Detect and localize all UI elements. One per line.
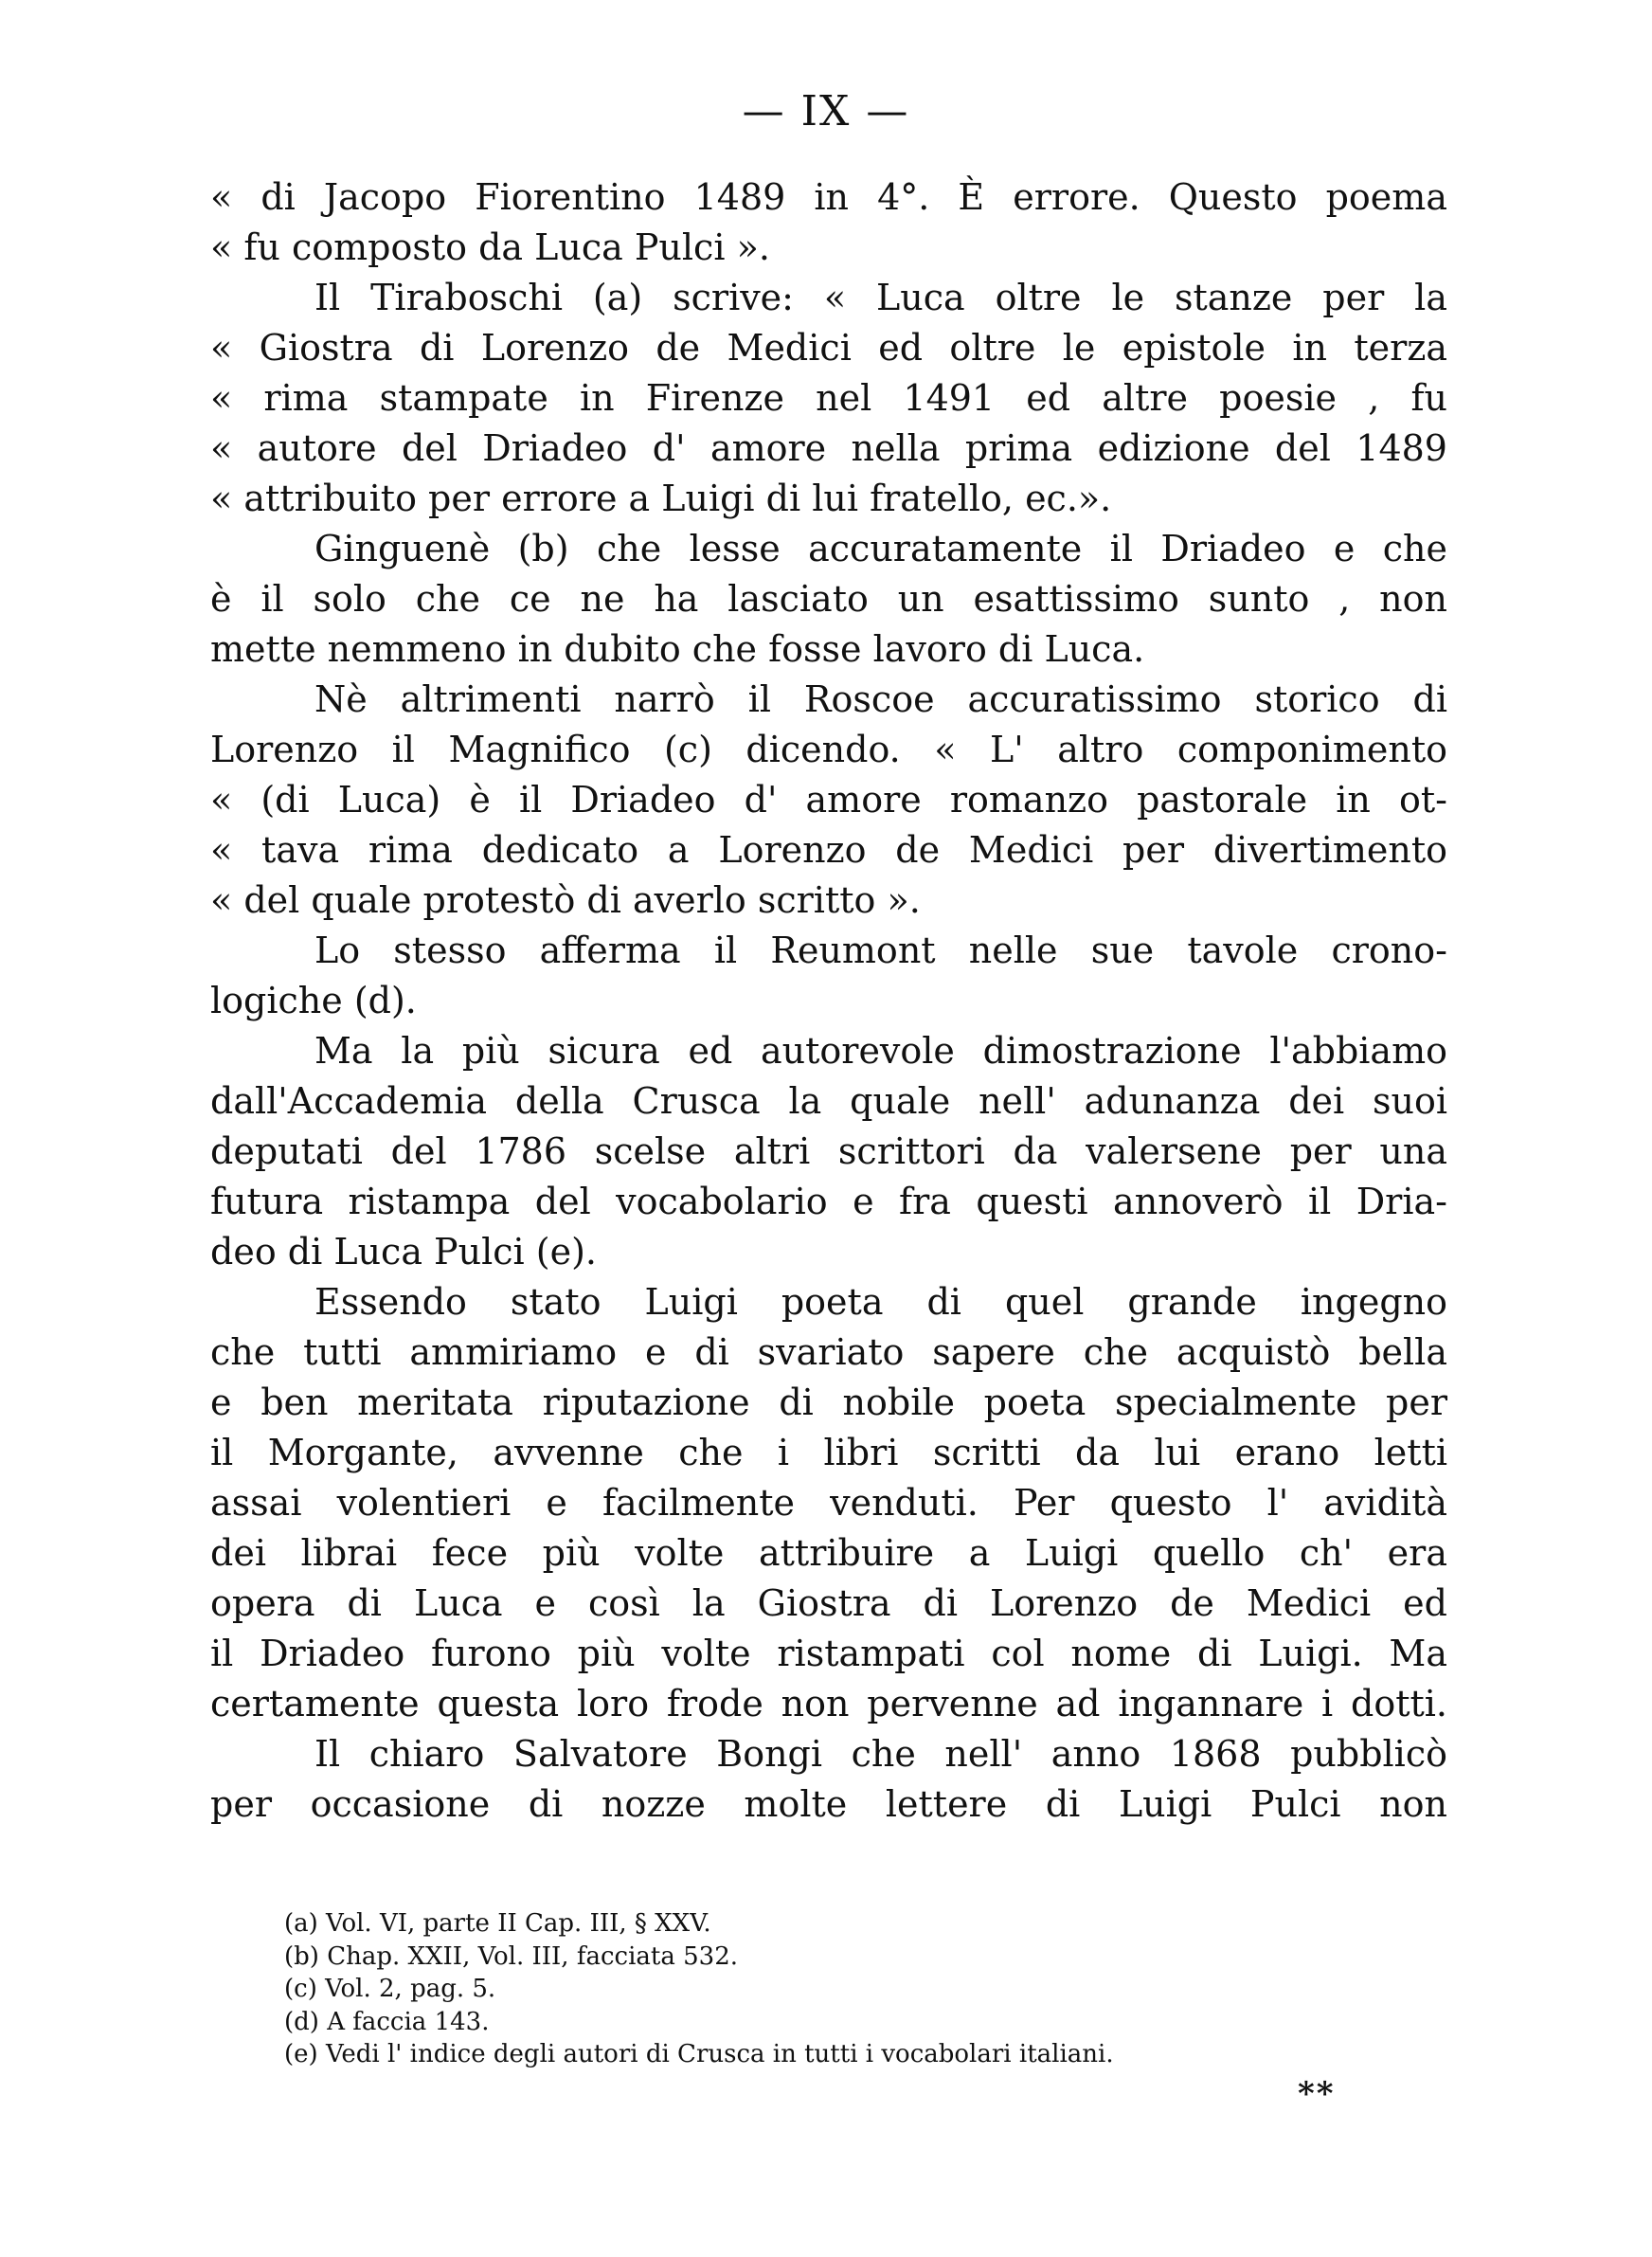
body-text <box>210 172 1447 1830</box>
footnote: (e) Vedi l' indice degli autori di Crusca in tutti i vocabolari italiani. <box>284 2040 1114 2068</box>
text-line: « Giostra di Lorenzo de Medici ed oltre le epistole in terza <box>210 327 1447 369</box>
footnote: (d) A faccia 143. <box>284 2007 490 2036</box>
text-line: Il chiaro Salvatore Bongi che nell' anno 1868 pubblicò <box>314 1733 1447 1775</box>
text-line: logiche (d). <box>210 980 417 1021</box>
text-line: deputati del 1786 scelse altri scrittori da valersene per una <box>210 1130 1447 1172</box>
text-line: « autore del Driadeo d' amore nella prima edizione del 1489 <box>210 427 1447 469</box>
text-line: « del quale protestò di averlo scritto ». <box>210 879 921 921</box>
text-line: « rima stampate in Firenze nel 1491 ed altre poesie , fu <box>210 377 1447 419</box>
text-line: Il Tiraboschi (a) scrive: « Luca oltre le stanze per la <box>314 277 1447 318</box>
text-line: mette nemmeno in dubito che fosse lavoro di Luca. <box>210 628 1145 670</box>
text-line: Ma la più sicura ed autorevole dimostrazione l'abbiamo <box>314 1030 1447 1072</box>
text-line: « attribuito per errore a Luigi di lui fratello, ec.». <box>210 478 1112 519</box>
text-line: dall'Accademia della Crusca la quale nell' adunanza dei suoi <box>210 1080 1447 1122</box>
text-line: Nè altrimenti narrò il Roscoe accuratissimo storico di <box>314 678 1447 720</box>
text-line: dei librai fece più volte attribuire a Luigi quello ch' era <box>210 1532 1447 1574</box>
text-line: il Driadeo furono più volte ristampati col nome di Luigi. Ma <box>210 1633 1447 1674</box>
text-line: è il solo che ce ne ha lasciato un esattissimo sunto , non <box>210 578 1447 620</box>
text-line: assai volentieri e facilmente venduti. Per questo l' avidità <box>210 1482 1447 1524</box>
text-line: « fu composto da Luca Pulci ». <box>210 226 770 268</box>
text-line: « (di Luca) è il Driadeo d' amore romanzo pastorale in ot- <box>210 779 1447 821</box>
text-line: certamente questa loro frode non pervenne ad ingannare i dotti. <box>210 1683 1447 1724</box>
text-line: e ben meritata riputazione di nobile poeta specialmente per <box>210 1381 1447 1423</box>
footnote: (c) Vol. 2, pag. 5. <box>284 1975 496 2003</box>
text-line: Lo stesso afferma il Reumont nelle sue tavole crono- <box>314 930 1447 971</box>
text-line: il Morgante, avvenne che i libri scritti da lui erano letti <box>210 1432 1447 1473</box>
text-line: Ginguenè (b) che lesse accuratamente il Driadeo e che <box>314 528 1447 569</box>
page-number: — IX — <box>742 87 910 135</box>
text-line: Essendo stato Luigi poeta di quel grande ingegno <box>314 1281 1447 1323</box>
text-line: opera di Luca e così la Giostra di Lorenzo de Medici ed <box>210 1582 1447 1624</box>
text-line: « tava rima dedicato a Lorenzo de Medici per divertimento <box>210 829 1447 871</box>
text-line: che tutti ammiriamo e di svariato sapere che acquistò bella <box>210 1331 1447 1373</box>
text-line: futura ristampa del vocabolario e fra questi annoverò il Dria- <box>210 1181 1447 1222</box>
text-line: Lorenzo il Magnifico (c) dicendo. « L' altro componimento <box>210 729 1447 770</box>
text-line: « di Jacopo Fiorentino 1489 in 4°. È errore. Questo poema <box>210 176 1447 218</box>
footnote: (b) Chap. XXII, Vol. III, facciata 532. <box>284 1941 738 1971</box>
text-line: deo di Luca Pulci (e). <box>210 1231 597 1273</box>
footnote: (a) Vol. VI, parte II Cap. III, § XXV. <box>284 1909 711 1938</box>
signature-mark: ** <box>1298 2075 1336 2113</box>
footnotes <box>284 1907 1364 2071</box>
text-line: per occasione di nozze molte lettere di Luigi Pulci non <box>210 1783 1447 1825</box>
